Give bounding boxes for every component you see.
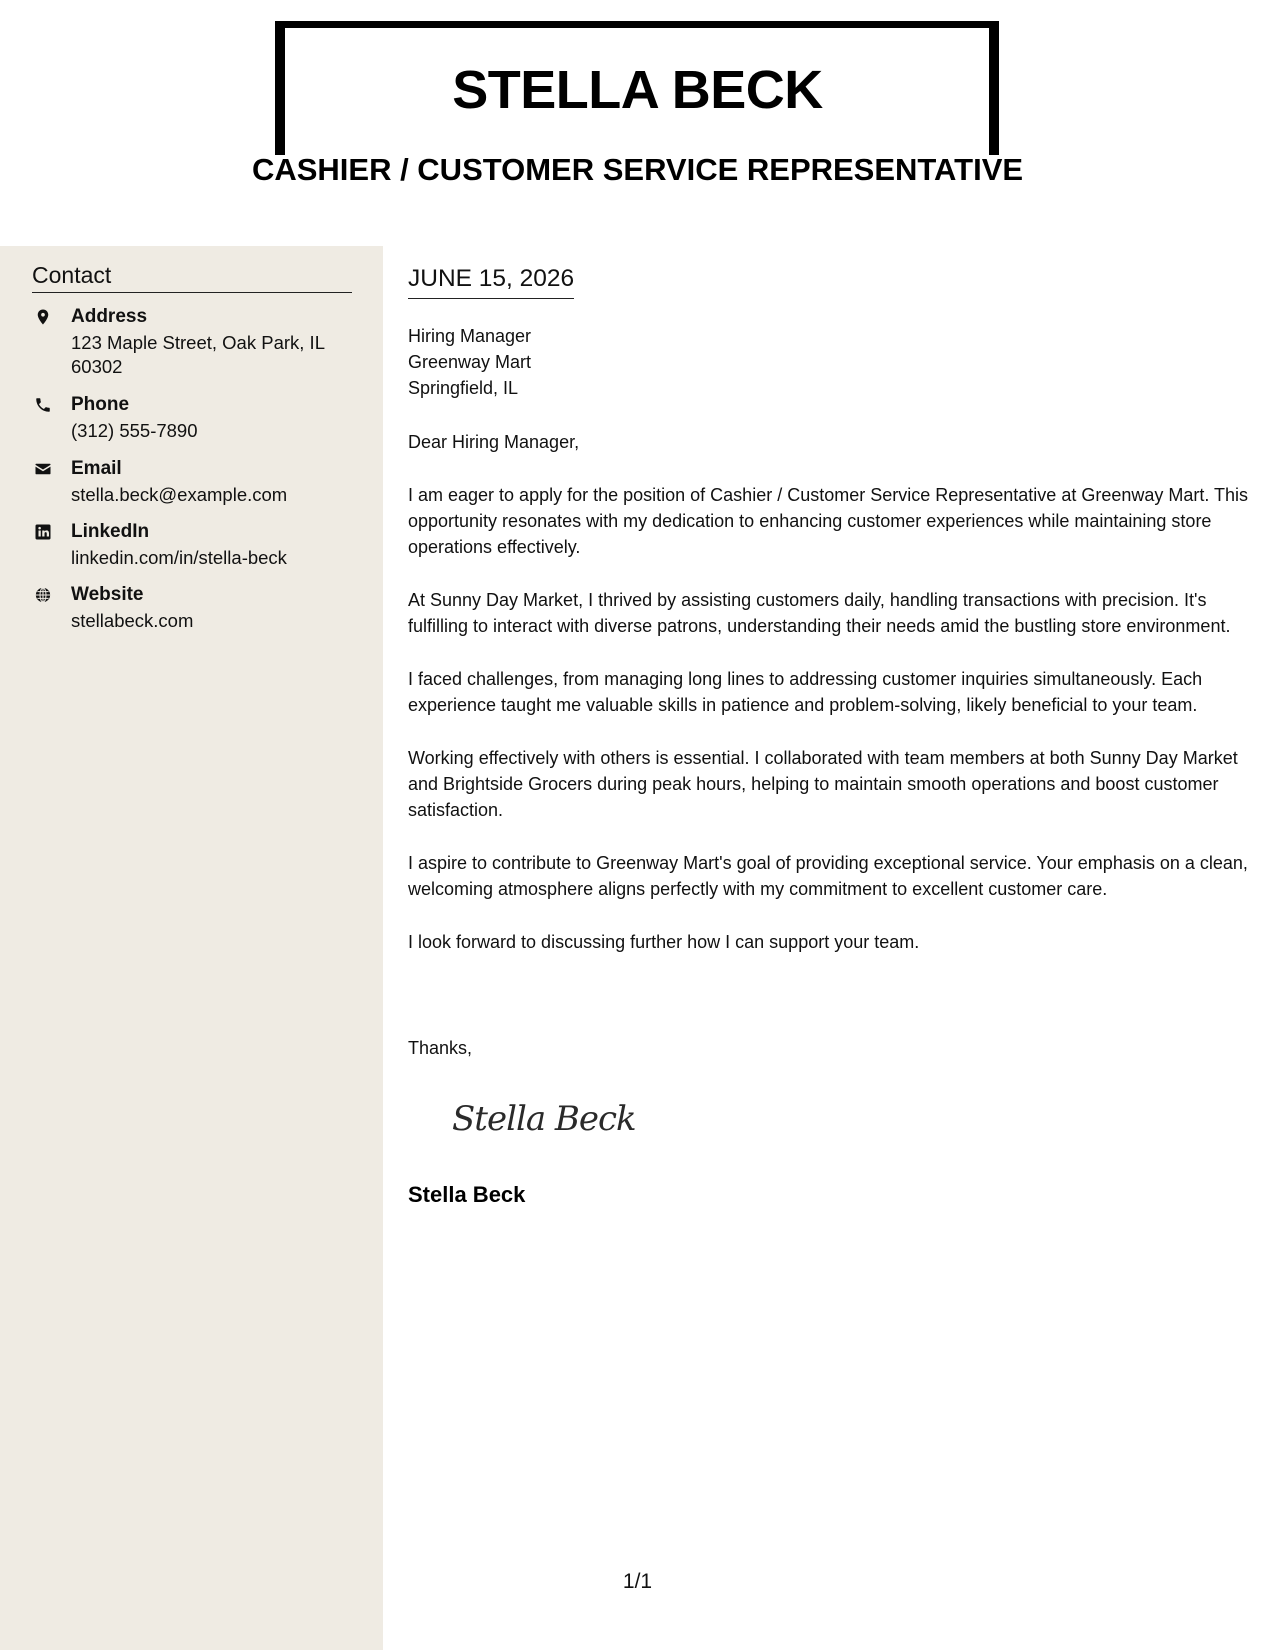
envelope-icon — [34, 460, 52, 478]
contact-value: (312) 555-7890 — [71, 420, 198, 441]
contact-label: Website — [71, 584, 144, 605]
recipient-block — [408, 323, 531, 401]
contact-label: LinkedIn — [71, 521, 150, 542]
signature-text: Stella Beck — [452, 1099, 636, 1139]
job-title: CASHIER / CUSTOMER SERVICE REPRESENTATIVE — [251, 152, 1024, 187]
closing: Thanks, — [408, 1038, 473, 1058]
signer-name: Stella Beck — [408, 1182, 526, 1207]
greeting: Dear Hiring Manager, — [408, 432, 580, 452]
letter-body — [408, 429, 1258, 982]
contact-label: Phone — [71, 394, 130, 415]
contact-value: linkedin.com/in/stella-beck — [71, 547, 287, 568]
paragraph: I faced challenges, from managing long lines to addressing customer inquiries simultaneously. Each experience taught me valuable skills in patience and problem-solving, likely beneficial to your team. — [408, 669, 1203, 715]
contact-label: Address — [71, 306, 148, 327]
contact-label: Email — [71, 458, 122, 479]
signature-image — [448, 1090, 638, 1151]
paragraph: At Sunny Day Market, I thrived by assisting customers daily, handling transactions with precision. It's fulfilling to interact with diverse patrons, understanding their needs amid the bustling store environment. — [408, 590, 1231, 636]
paragraph: Working effectively with others is essential. I collaborated with team members at both Sunny Day Market and Brightside Grocers during peak hours, helping to maintain smooth operations and boost customer satisfaction. — [408, 748, 1238, 820]
phone-icon — [34, 396, 52, 414]
letter-date: JUNE 15, 2026 — [408, 265, 574, 299]
recipient-line: Springfield, IL — [408, 378, 519, 398]
contact-heading: Contact — [32, 262, 352, 293]
globe-icon — [34, 586, 52, 604]
recipient-line: Greenway Mart — [408, 352, 532, 372]
recipient-line: Hiring Manager — [408, 326, 532, 346]
paragraph: I aspire to contribute to Greenway Mart's goal of providing exceptional service. Your emphasis on a clean, welcoming atmosphere aligns perfectly with my commitment to excellent customer care. — [408, 853, 1248, 899]
contact-value: 123 Maple Street, Oak Park, IL 60302 — [71, 332, 325, 377]
paragraph: I am eager to apply for the position of Cashier / Customer Service Representative at Greenway Mart. This opportunity resonates with my dedication to enhancing customer experiences while maintaining store operations effectively. — [408, 485, 1249, 557]
linkedin-icon — [34, 523, 52, 541]
applicant-name: STELLA BECK — [452, 60, 823, 120]
page-number: 1/1 — [622, 1570, 653, 1593]
contact-value: stella.beck@example.com — [71, 484, 288, 505]
location-pin-icon — [34, 308, 52, 326]
contact-value: stellabeck.com — [71, 610, 194, 631]
paragraph: I look forward to discussing further how I can support your team. — [408, 932, 920, 952]
sidebar — [0, 246, 383, 1650]
